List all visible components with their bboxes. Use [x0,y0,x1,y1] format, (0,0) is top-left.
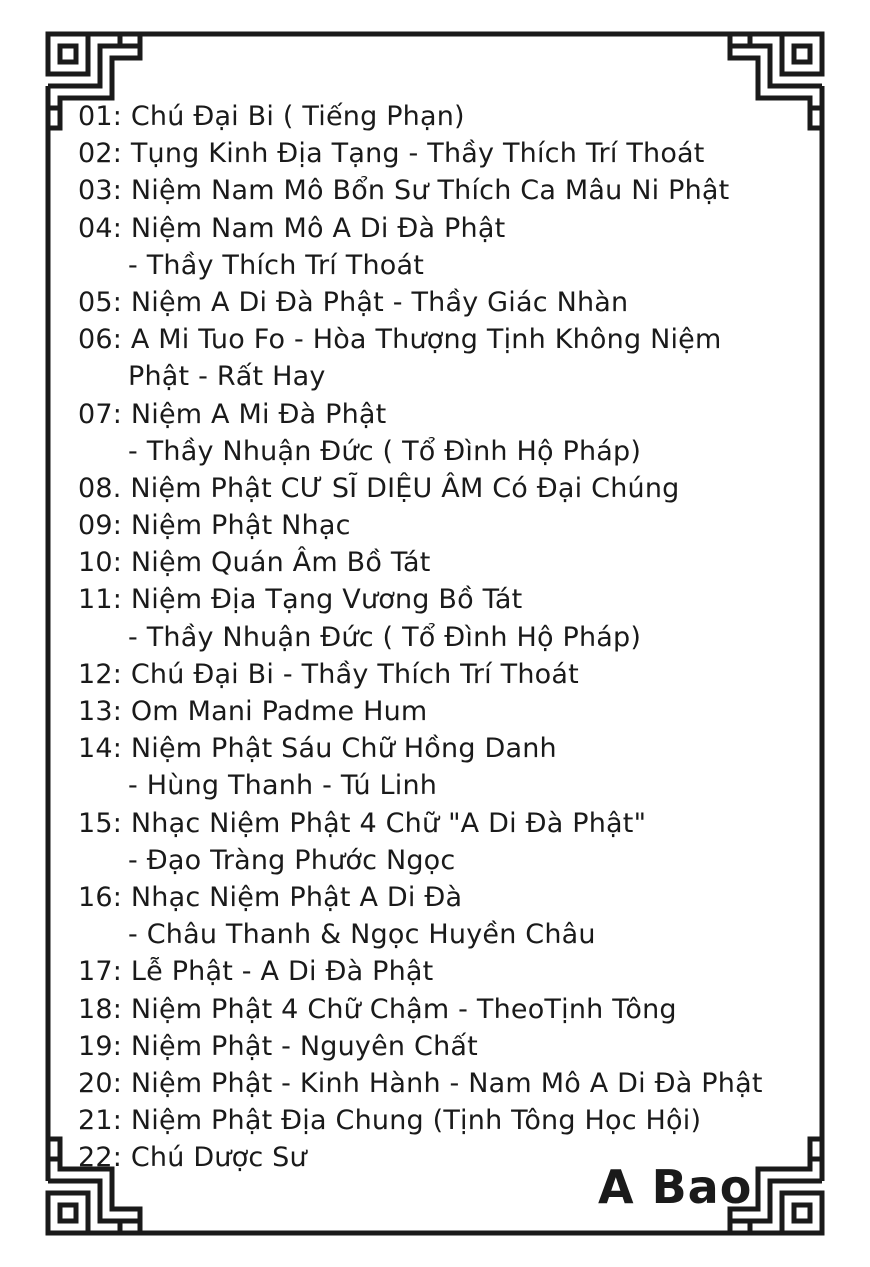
track-title: Niệm Nam Mô A Di Đà Phật [130,212,506,244]
track-item [78,210,818,247]
track-item [78,1102,818,1139]
track-title: A Mi Tuo Fo - Hòa Thượng Tịnh Không Niệm [130,324,722,356]
track-title: Niệm Phật Nhạc [130,510,351,542]
track-number: 16: [78,881,123,913]
track-number: 06: [78,324,123,356]
track-title: Chú Đại Bi ( Tiếng Phạn) [130,101,465,132]
track-item [78,1028,818,1065]
track-number: 13: [78,696,123,727]
track-item [78,1065,818,1102]
track-number: 14: [78,733,123,765]
track-item [78,991,818,1028]
track-number: 19: [78,1030,123,1062]
track-number: 20: [78,1067,123,1099]
track-item [78,544,818,581]
track-title-continuation: - Thầy Thích Trí Thoát [128,249,425,281]
track-number: 05: [78,286,123,318]
track-title: Nhạc Niệm Phật A Di Đà [130,881,463,913]
track-number: 15: [78,807,123,839]
track-number: 03: [78,175,123,207]
track-item [78,284,818,321]
track-item [78,470,818,507]
track-number: 10: [78,547,123,579]
track-title: Om Mani Padme Hum [130,696,428,727]
track-number: 22: [78,1142,123,1174]
track-title: Niệm Phật - Nguyên Chất [130,1030,478,1062]
track-title-continuation: - Thầy Nhuận Đức ( Tổ Đình Hộ Pháp) [128,435,642,467]
track-title-continuation: - Thầy Nhuận Đức ( Tổ Đình Hộ Pháp) [128,621,642,653]
track-number: 21: [78,1105,123,1137]
track-title: Chú Dược Sư [130,1142,307,1174]
track-item [78,693,818,730]
track-item [78,98,818,135]
track-title-continuation: Phật - Rất Hay [128,361,326,393]
track-item [78,135,818,172]
track-title: Niệm Phật Địa Chung (Tịnh Tông Học Hội) [130,1105,702,1137]
track-item [78,656,818,693]
track-number: 08. [78,472,122,504]
track-item [78,805,818,842]
track-item [78,507,818,544]
track-title: Niệm A Mi Đà Phật [130,398,387,430]
track-title: Niệm Quán Âm Bồ Tát [130,547,431,579]
track-number: 02: [78,138,123,170]
track-title-continuation: - Hùng Thanh - Tú Linh [128,770,438,802]
track-title: Niệm Phật - Kinh Hành - Nam Mô A Di Đà Phật [130,1067,763,1099]
track-title: Lễ Phật - A Di Đà Phật [130,956,434,988]
track-title: Niệm A Di Đà Phật - Thầy Giác Nhàn [130,286,629,318]
track-title: Niệm Địa Tạng Vương Bồ Tát [130,584,523,616]
track-number: 12: [78,658,123,690]
track-title: Niệm Nam Mô Bổn Sư Thích Ca Mâu Ni Phật [130,175,730,207]
track-title: Niệm Phật 4 Chữ Chậm - TheoTịnh Tông [130,993,677,1025]
track-title: Niệm Phật Sáu Chữ Hồng Danh [130,733,557,765]
track-list [78,98,818,1176]
track-item [78,396,818,433]
track-number: 18: [78,993,123,1025]
track-number: 07: [78,398,123,430]
track-number: 09: [78,510,123,542]
track-item [78,172,818,209]
track-item [78,730,818,767]
track-title: Niệm Phật CƯ SĨ DIỆU ÂM Có Đại Chúng [130,472,680,504]
track-title-continuation: - Châu Thanh & Ngọc Huyền Châu [128,919,596,951]
track-title: Chú Đại Bi - Thầy Thích Trí Thoát [130,658,579,690]
track-item [78,581,818,618]
track-item [78,879,818,916]
track-title: Tụng Kinh Địa Tạng - Thầy Thích Trí Thoát [130,138,705,170]
track-item [78,953,818,990]
track-number: 17: [78,956,123,988]
signature: A Bao [598,1160,753,1214]
track-number: 04: [78,212,123,244]
track-item [78,321,818,358]
track-number: 11: [78,584,123,616]
track-title-continuation: - Đạo Tràng Phước Ngọc [128,844,456,876]
track-title: Nhạc Niệm Phật 4 Chữ "A Di Đà Phật" [130,807,647,839]
track-number: 01: [78,101,123,132]
